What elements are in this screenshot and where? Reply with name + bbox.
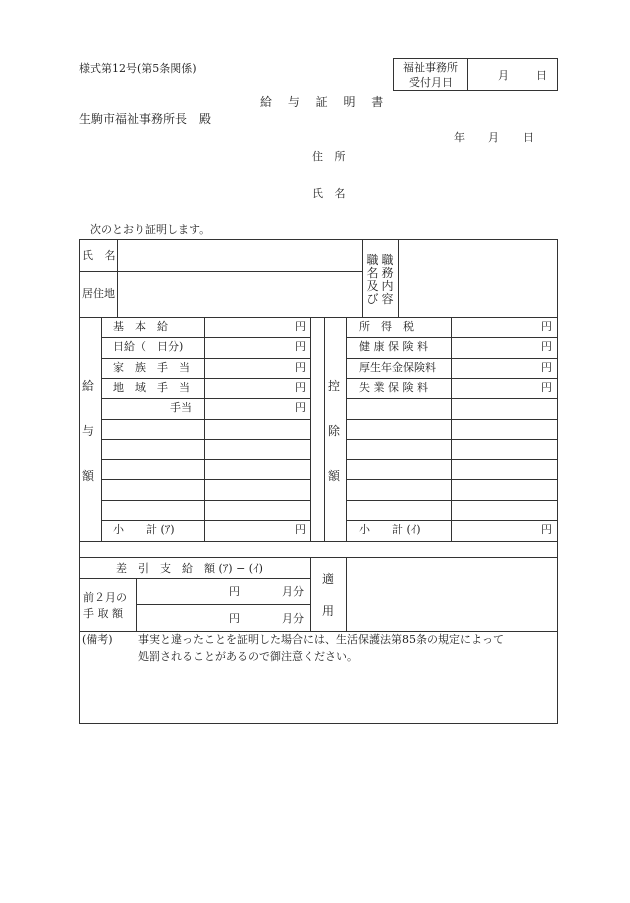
divider	[204, 317, 205, 541]
addressee: 生駒市福祉事務所長 殿	[79, 112, 212, 126]
job-label-char: 職	[381, 253, 394, 267]
deduction-row-line	[346, 439, 558, 440]
salary-row-line	[101, 337, 310, 338]
salary-side-label-1: 給	[82, 379, 95, 393]
salary-subtotal-label: 小 計 (ｱ)	[113, 523, 175, 536]
salary-item-label: 地 域 手 当	[113, 381, 190, 394]
deduction-row-line	[346, 337, 558, 338]
job-label-char: 容	[381, 292, 394, 306]
issuer-address-label: 住 所	[312, 150, 350, 163]
divider	[346, 557, 347, 631]
salary-subtotal-yen: 円	[295, 523, 306, 536]
prev-pay-month-2: 月分	[282, 612, 304, 625]
remarks-vertical-1: 適	[322, 572, 335, 586]
salary-row-line	[101, 378, 310, 379]
salary-row-line	[101, 419, 310, 420]
deduction-subtotal-label: 小 計 (ｲ)	[359, 523, 421, 536]
divider	[310, 557, 311, 631]
divider	[136, 604, 310, 605]
deduction-row-line	[346, 520, 558, 521]
divider	[79, 317, 558, 318]
residence-label: 居住地	[82, 287, 115, 300]
deduction-subtotal-yen: 円	[541, 523, 552, 536]
prev-pay-label-1: 前２月の	[83, 591, 127, 604]
deduction-row-line	[346, 398, 558, 399]
salary-row-line	[101, 439, 310, 440]
job-label-char: 内	[381, 279, 394, 293]
prev-pay-label-2: 手 取 額	[83, 607, 123, 620]
deduction-side-label-1: 控	[328, 379, 341, 393]
salary-item-label: 基 本 給	[113, 320, 168, 333]
deduction-row-line	[346, 459, 558, 460]
divider	[79, 271, 362, 272]
date-month: 月	[488, 131, 499, 144]
job-label-col1	[366, 254, 379, 306]
remarks-vertical-2: 用	[322, 604, 335, 618]
salary-yen: 円	[295, 381, 306, 394]
salary-row-line	[101, 398, 310, 399]
date-year: 年	[454, 131, 465, 144]
job-label-char: び	[366, 292, 379, 306]
job-label-char: 職	[366, 253, 379, 267]
receipt-month: 月	[498, 69, 509, 82]
salary-item-label: 日給（ 日分)	[113, 340, 184, 353]
divider	[79, 557, 558, 558]
salary-yen: 円	[295, 340, 306, 353]
divider	[101, 317, 102, 541]
deduction-yen: 円	[541, 340, 552, 353]
notes-line-2: 処罰されることがあるので御注意ください。	[138, 650, 358, 663]
document-title: 給 与 証 明 書	[260, 95, 390, 109]
person-name-label: 氏 名	[82, 249, 120, 262]
salary-row-line	[101, 500, 310, 501]
notes-line-1: 事実と違ったことを証明した場合には、生活保護法第85条の規定によって	[138, 633, 504, 646]
divider	[79, 631, 558, 632]
notes-label: (備考)	[82, 633, 113, 646]
receipt-label-date: 受付月日	[409, 76, 453, 89]
deduction-row-line	[346, 419, 558, 420]
deduction-row-line	[346, 378, 558, 379]
salary-yen: 円	[295, 320, 306, 333]
receipt-divider	[467, 58, 468, 91]
salary-side-label-3: 額	[82, 469, 95, 483]
form-number: 様式第12号(第5条関係)	[79, 62, 197, 75]
job-label-char: 名	[366, 266, 379, 280]
salary-yen: 円	[295, 401, 306, 414]
salary-row-line	[101, 358, 310, 359]
divider	[324, 317, 325, 541]
salary-row-line	[101, 459, 310, 460]
salary-yen: 円	[295, 361, 306, 374]
deduction-yen: 円	[541, 320, 552, 333]
deduction-yen: 円	[541, 361, 552, 374]
receipt-day: 日	[536, 69, 547, 82]
divider	[79, 578, 310, 579]
divider	[362, 239, 363, 317]
job-label-char: 及	[366, 279, 379, 293]
deduction-item-label: 厚生年金保険料	[359, 361, 436, 374]
deduction-side-label-3: 額	[328, 469, 341, 483]
prev-pay-yen-2: 円	[229, 612, 240, 625]
prev-pay-yen-1: 円	[229, 585, 240, 598]
divider	[79, 541, 558, 542]
date-day: 日	[523, 131, 534, 144]
salary-side-label-2: 与	[82, 424, 95, 438]
prev-pay-month-1: 月分	[282, 585, 304, 598]
divider	[310, 317, 311, 541]
deduction-row-line	[346, 358, 558, 359]
deduction-row-line	[346, 479, 558, 480]
statement-text: 次のとおり証明します。	[90, 223, 211, 236]
salary-item-label: 手当	[170, 401, 192, 414]
issuer-name-label: 氏 名	[312, 187, 350, 200]
deduction-item-label: 失 業 保 険 料	[359, 381, 428, 394]
deduction-item-label: 所 得 税	[359, 320, 414, 333]
job-label-col2	[381, 254, 394, 306]
deduction-yen: 円	[541, 381, 552, 394]
salary-item-label: 家 族 手 当	[113, 361, 190, 374]
deduction-item-label: 健 康 保 険 料	[359, 340, 428, 353]
divider	[398, 239, 399, 317]
salary-row-line	[101, 520, 310, 521]
deduction-side-label-2: 除	[328, 424, 341, 438]
divider	[346, 317, 347, 541]
net-pay-label: 差 引 支 給 額 (ｱ) − (ｲ)	[116, 562, 263, 575]
divider	[451, 317, 452, 541]
deduction-row-line	[346, 500, 558, 501]
receipt-label-office: 福祉事務所	[403, 61, 458, 74]
job-label-char: 務	[381, 266, 394, 280]
salary-row-line	[101, 479, 310, 480]
